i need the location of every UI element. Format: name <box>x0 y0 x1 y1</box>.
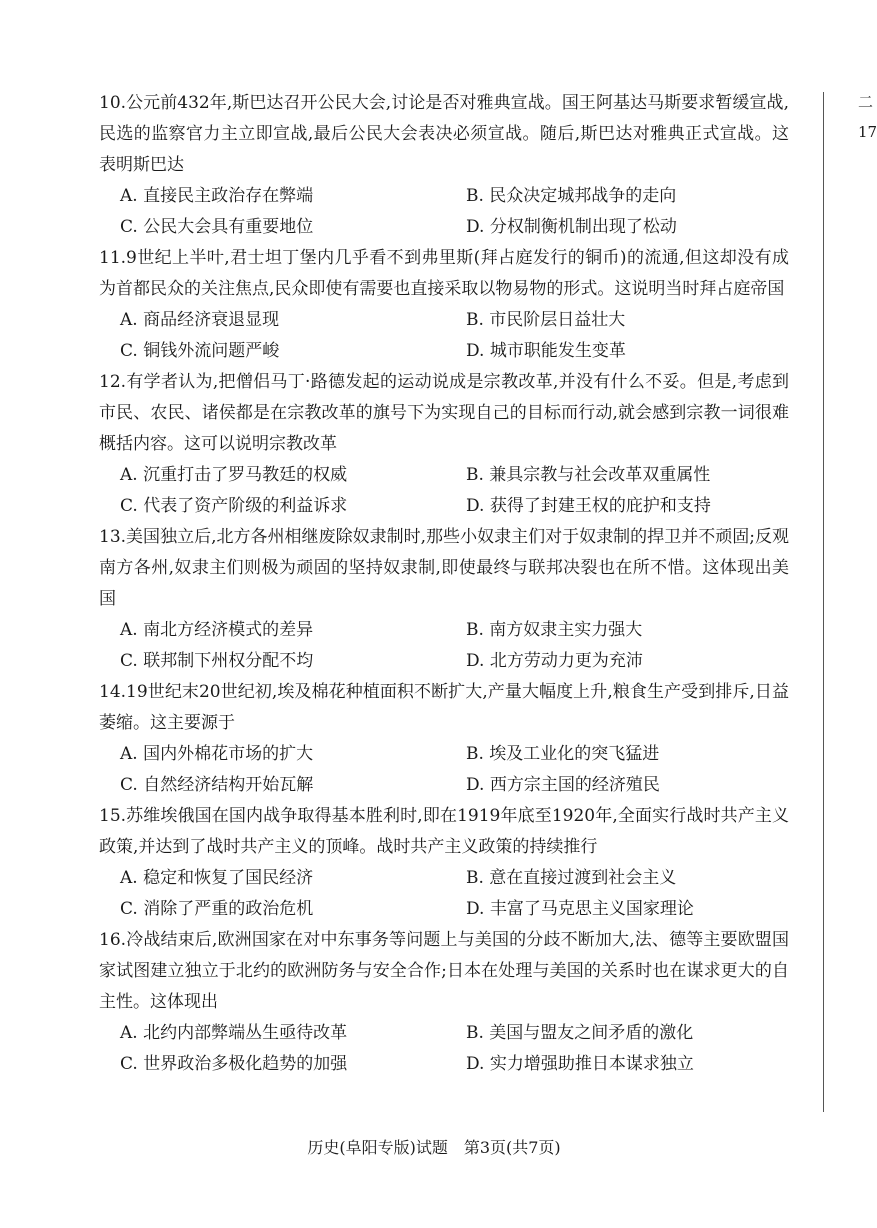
option-c: C. 自然经济结构开始瓦解 <box>120 775 314 795</box>
question-stem: 15.苏维埃俄国在国内战争取得基本胜利时,即在1919年底至1920年,全面实行战时共产主义政策,并达到了战时共产主义的顶峰。战时共产主义政策的持续推行 <box>99 806 789 857</box>
column-divider <box>823 92 824 1112</box>
option-grid <box>99 305 789 367</box>
option-b: B. 意在直接过渡到社会主义 <box>466 868 677 888</box>
edge-fragment-top: 二 <box>858 93 874 111</box>
option-d: D. 丰富了马克思主义国家理论 <box>466 899 694 919</box>
option-d: D. 分权制衡机制出现了松动 <box>466 217 677 237</box>
option-a: A. 直接民主政治存在弊端 <box>120 186 314 206</box>
option-a: A. 北约内部弊端丛生亟待改革 <box>120 1023 348 1043</box>
option-d: D. 城市职能发生变革 <box>466 341 626 361</box>
option-c: C. 代表了资产阶级的利益诉求 <box>120 496 348 516</box>
option-c: C. 联邦制下州权分配不均 <box>120 651 314 671</box>
question-16 <box>99 925 789 1080</box>
question-stem: 12.有学者认为,把僧侣马丁·路德发起的运动说成是宗教改革,并没有什么不妥。但是,考虑到市民、农民、诸侯都是在宗教改革的旗号下为实现自己的目标而行动,就会感到宗教一词很难概括内容。这可以说明宗教改革 <box>99 372 789 454</box>
page-footer: 历史(阜阳专版)试题 第3页(共7页) <box>307 1138 561 1157</box>
option-grid <box>99 181 789 243</box>
question-15 <box>99 801 789 925</box>
question-stem: 10.公元前432年,斯巴达召开公民大会,讨论是否对雅典宣战。国王阿基达马斯要求暂缓宣战,民选的监察官力主立即宣战,最后公民大会表决必须宣战。随后,斯巴达对雅典正式宣战。这表明斯巴达 <box>99 93 789 175</box>
edge-fragment-number: 17 <box>858 123 877 141</box>
question-stem: 13.美国独立后,北方各州相继废除奴隶制时,那些小奴隶主们对于奴隶制的捍卫并不顽固;反观南方各州,奴隶主们则极为顽固的坚持奴隶制,即使最终与联邦决裂也在所不惜。这体现出美国 <box>99 527 789 609</box>
option-c: C. 世界政治多极化趋势的加强 <box>120 1054 348 1074</box>
option-a: A. 商品经济衰退显现 <box>120 310 280 330</box>
option-grid <box>99 460 789 522</box>
option-grid <box>99 1018 789 1080</box>
option-b: B. 民众决定城邦战争的走向 <box>466 186 677 206</box>
option-a: A. 国内外棉花市场的扩大 <box>120 744 314 764</box>
question-stem: 14.19世纪末20世纪初,埃及棉花种植面积不断扩大,产量大幅度上升,粮食生产受到排斥,日益萎缩。这主要源于 <box>99 682 789 733</box>
option-grid <box>99 863 789 925</box>
option-a: A. 沉重打击了罗马教廷的权威 <box>120 465 348 485</box>
option-c: C. 铜钱外流问题严峻 <box>120 341 280 361</box>
option-d: D. 实力增强助推日本谋求独立 <box>466 1054 694 1074</box>
question-list <box>99 88 789 1080</box>
option-grid <box>99 615 789 677</box>
option-b: B. 南方奴隶主实力强大 <box>466 620 643 640</box>
question-10 <box>99 88 789 243</box>
option-d: D. 北方劳动力更为充沛 <box>466 651 643 671</box>
question-stem: 11.9世纪上半叶,君士坦丁堡内几乎看不到弗里斯(拜占庭发行的铜币)的流通,但这却没有成为首都民众的关注焦点,民众即使有需要也直接采取以物易物的形式。这说明当时拜占庭帝国 <box>99 248 789 299</box>
question-stem: 16.冷战结束后,欧洲国家在对中东事务等问题上与美国的分歧不断加大,法、德等主要欧盟国家试图建立独立于北约的欧洲防务与安全合作;日本在处理与美国的关系时也在谋求更大的自主性。这体现出 <box>99 930 789 1012</box>
option-grid <box>99 739 789 801</box>
option-b: B. 美国与盟友之间矛盾的激化 <box>466 1023 694 1043</box>
option-d: D. 获得了封建王权的庇护和支持 <box>466 496 711 516</box>
option-b: B. 兼具宗教与社会改革双重属性 <box>466 465 711 485</box>
option-b: B. 埃及工业化的突飞猛进 <box>466 744 660 764</box>
question-14 <box>99 677 789 801</box>
question-11 <box>99 243 789 367</box>
option-c: C. 消除了严重的政治危机 <box>120 899 314 919</box>
option-d: D. 西方宗主国的经济殖民 <box>466 775 660 795</box>
option-c: C. 公民大会具有重要地位 <box>120 217 314 237</box>
option-a: A. 南北方经济模式的差异 <box>120 620 314 640</box>
question-13 <box>99 522 789 677</box>
option-a: A. 稳定和恢复了国民经济 <box>120 868 314 888</box>
option-b: B. 市民阶层日益壮大 <box>466 310 626 330</box>
question-12 <box>99 367 789 522</box>
